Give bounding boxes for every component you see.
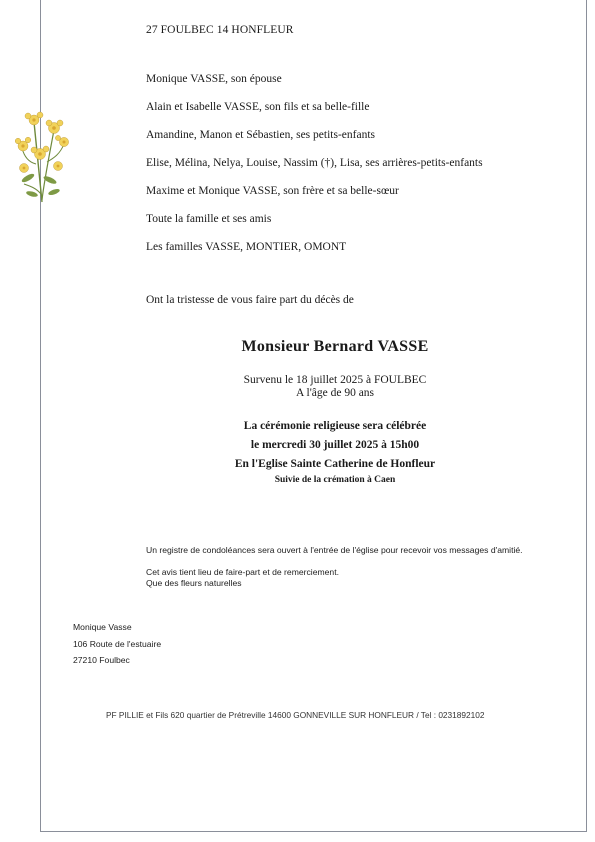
notice-line-2: Que des fleurs naturelles <box>146 578 242 588</box>
notice-text <box>146 567 339 589</box>
funeral-home-footer: PF PILLIE et Fils 620 quartier de Prétreville 14600 GONNEVILLE SUR HONFLEUR / Tel : 0231892102 <box>106 710 485 720</box>
condolence-register-note: Un registre de condoléances sera ouvert à l'entrée de l'église pour recevoir vos messages d'amitié. <box>146 545 523 555</box>
announcement-intro: Ont la tristesse de vous faire part du décès de <box>146 294 354 306</box>
mourner-line: Alain et Isabelle VASSE, son fils et sa belle-fille <box>146 101 370 113</box>
mourner-line: Amandine, Manon et Sébastien, ses petits-enfants <box>146 129 375 141</box>
header-location: 27 FOULBEC 14 HONFLEUR <box>146 24 294 36</box>
ceremony-line-1: La cérémonie religieuse sera célébrée <box>243 420 427 432</box>
cremation-line: Suivie de la crémation à Caen <box>274 475 396 485</box>
mourner-line: Toute la famille et ses amis <box>146 213 272 225</box>
death-date-line: Survenu le 18 juillet 2025 à FOULBEC <box>243 374 427 386</box>
ceremony-line-2: le mercredi 30 juillet 2025 à 15h00 <box>250 439 420 451</box>
mourner-line: Les familles VASSE, MONTIER, OMONT <box>146 241 347 253</box>
mourner-line: Monique VASSE, son épouse <box>146 73 282 85</box>
ceremony-line-3: En l'Eglise Sainte Catherine de Honfleur <box>234 458 436 470</box>
address-name: Monique Vasse <box>73 622 132 632</box>
mourner-line: Maxime et Monique VASSE, son frère et sa belle-sœur <box>146 185 399 197</box>
deceased-name: Monsieur Bernard VASSE <box>241 338 429 355</box>
ceremony-details <box>160 417 510 474</box>
flower-bouquet-icon <box>14 104 70 204</box>
mourners-list <box>146 72 566 268</box>
death-details <box>160 374 510 400</box>
address-city: 27210 Foulbec <box>73 655 130 665</box>
notice-line-1: Cet avis tient lieu de faire-part et de remerciement. <box>146 567 339 577</box>
death-age-line: A l'âge de 90 ans <box>295 387 375 399</box>
family-address <box>73 619 161 669</box>
mourner-line: Elise, Mélina, Nelya, Louise, Nassim (†), Lisa, ses arrières-petits-enfants <box>146 157 483 169</box>
address-street: 106 Route de l'estuaire <box>73 638 162 649</box>
